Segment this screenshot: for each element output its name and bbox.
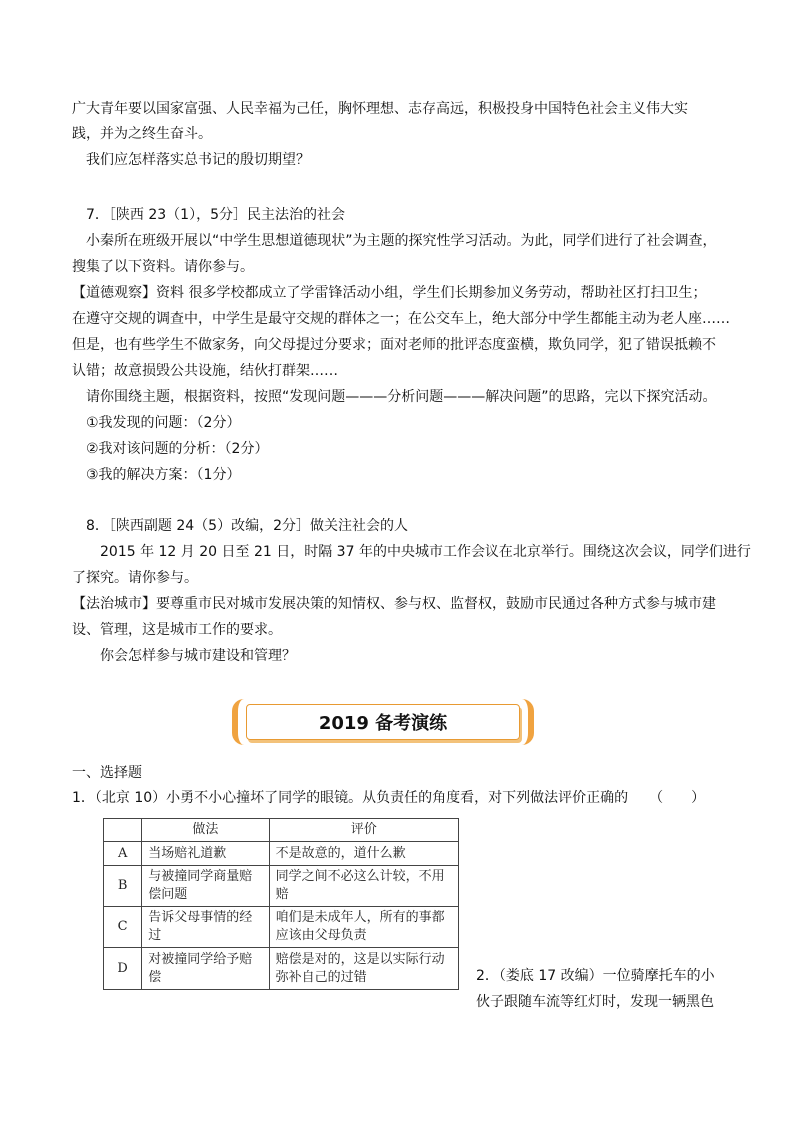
q7-sub3: ③我的解决方案：（1分） [86, 467, 241, 483]
table-header-row [104, 819, 459, 842]
q7-sub1: ①我发现的问题：（2分） [86, 415, 241, 431]
q8-line3: 【法治城市】要尊重市民对城市发展决策的知情权、参与权、监督权，鼓励市民通过各种方式参与城市建 [72, 596, 716, 612]
q7-line7: 请你围绕主题，根据资料，按照“发现问题———分析问题———解决问题”的思路，完以下探究活动。 [86, 389, 717, 405]
option-eval: 咱们是未成年人，所有的事都应该由父母负责 [269, 907, 458, 948]
option-letter: D [104, 948, 142, 990]
table-row [104, 842, 459, 866]
q1-options-table [103, 818, 459, 990]
q7-line5: 但是，也有些学生不做家务，向父母提过分要求；面对老师的批评态度蛮横，欺负同学，犯了错误抵赖不 [72, 337, 716, 353]
q2-line2: 伙子跟随车流等红灯时，发现一辆黑色 [476, 994, 714, 1010]
option-letter: A [104, 842, 142, 866]
para1-line1: 广大青年要以国家富强、人民幸福为己任，胸怀理想、志存高远，积极投身中国特色社会主义伟大实 [72, 101, 688, 117]
q7-line3: 【道德观察】资料 很多学校都成立了学雷锋活动小组，学生们长期参加义务劳动，帮助社区打扫卫生； [72, 285, 707, 301]
option-eval: 赔偿是对的，这是以实际行动弥补自己的过错 [269, 948, 458, 990]
table-header-method: 做法 [142, 819, 269, 842]
q8-header: 8．［陕西副题 24（5）改编，2分］做关注社会的人 [86, 518, 408, 534]
table-row [104, 948, 459, 990]
q7-line6: 认错；故意损毁公共设施，结伙打群架…… [72, 363, 338, 379]
option-method: 当场赔礼道歉 [142, 842, 269, 866]
q7-sub2: ②我对该问题的分析：（2分） [86, 441, 269, 457]
option-method: 与被撞同学商量赔偿问题 [142, 866, 269, 907]
table-row [104, 866, 459, 907]
q7-line2: 搜集了以下资料。请你参与。 [72, 259, 254, 275]
option-eval: 不是故意的，道什么歉 [269, 842, 458, 866]
q8-question: 你会怎样参与城市建设和管理？ [100, 648, 296, 664]
option-method: 对被撞同学给予赔偿 [142, 948, 269, 990]
section-banner [232, 699, 534, 745]
q8-line1: 2015 年 12 月 20 日至 21 日，时隔 37 年的中央城市工作会议在北京举行。围绕这次会议，同学们进行 [100, 544, 751, 560]
q7-line4: 在遵守交规的调查中，中学生是最守交规的群体之一；在公交车上，绝大部分中学生都能主动为老人座…… [72, 311, 730, 327]
option-method: 告诉父母事情的经过 [142, 907, 269, 948]
section-title: 一、选择题 [72, 765, 142, 781]
option-letter: B [104, 866, 142, 907]
q7-line1: 小秦所在班级开展以“中学生思想道德现状”为主题的探究性学习活动。为此，同学们进行了社会调查， [86, 233, 717, 249]
q8-line2: 了探究。请你参与。 [72, 570, 198, 586]
table-row [104, 907, 459, 948]
table-header-opt [104, 819, 142, 842]
banner-title: 2019 备考演练 [246, 704, 520, 740]
option-eval: 同学之间不必这么计较，不用赔 [269, 866, 458, 907]
para1-question: 我们应怎样落实总书记的殷切期望？ [86, 152, 310, 168]
q8-line4: 设、管理，这是城市工作的要求。 [72, 622, 282, 638]
q2-line1: 2．（娄底 17 改编）一位骑摩托车的小 [476, 968, 715, 984]
option-letter: C [104, 907, 142, 948]
q7-header: 7．［陕西 23（1），5分］民主法治的社会 [86, 207, 345, 223]
para1-line2: 践，并为之终生奋斗。 [72, 126, 212, 142]
q1-stem: 1．（北京 10）小勇不小心撞坏了同学的眼镜。从负责任的角度看，对下列做法评价正确的 （ ） [72, 790, 706, 806]
table-header-eval: 评价 [269, 819, 458, 842]
